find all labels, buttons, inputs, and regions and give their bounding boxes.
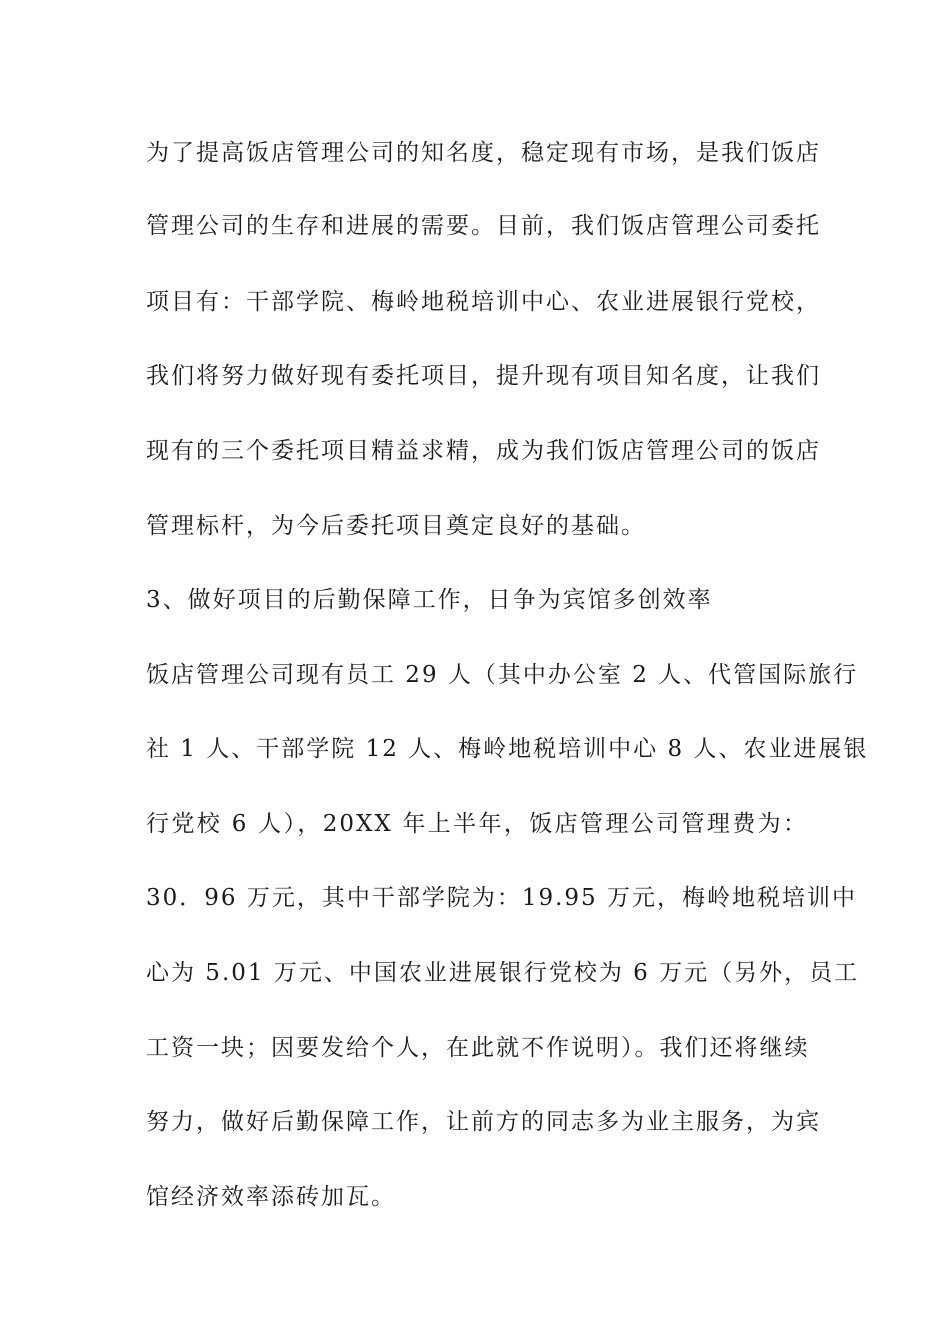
text-line: 工资一块；因要发给个人，在此就不作说明）。我们还将继续 bbox=[146, 1035, 810, 1061]
text-line: 管理标杆，为今后委托项目奠定良好的基础。 bbox=[146, 513, 646, 539]
text-line: 现有的三个委托项目精益求精，成为我们饭店管理公司的饭店 bbox=[146, 438, 821, 464]
text-line: 30．96 万元，其中干部学院为：19.95 万元，梅岭地税培训中 bbox=[146, 885, 857, 911]
text-line: 努力，做好后勤保障工作，让前方的同志多为业主服务，为宾 bbox=[146, 1109, 821, 1135]
text-line: 饭店管理公司现有员工 29 人（其中办公室 2 人、代管国际旅行 bbox=[146, 662, 859, 688]
text-line: 心为 5.01 万元、中国农业进展银行党校为 6 万元（另外，员工 bbox=[146, 960, 860, 986]
text-line: 管理公司的生存和进展的需要。目前，我们饭店管理公司委托 bbox=[146, 213, 821, 239]
text-line: 馆经济效率添砖加瓦。 bbox=[146, 1184, 396, 1210]
text-line: 社 1 人、干部学院 12 人、梅岭地税培训中心 8 人、农业进展银 bbox=[146, 736, 869, 762]
text-line: 行党校 6 人），20XX 年上半年，饭店管理公司管理费为： bbox=[146, 811, 808, 837]
text-line: 我们将努力做好现有委托项目，提升现有项目知名度，让我们 bbox=[146, 363, 821, 389]
text-line: 项目有：干部学院、梅岭地税培训中心、农业进展银行党校， bbox=[146, 289, 821, 315]
text-line: 为了提高饭店管理公司的知名度，稳定现有市场，是我们饭店 bbox=[146, 140, 821, 166]
section-heading: 3、做好项目的后勤保障工作，日争为宾馆多创效率 bbox=[146, 587, 713, 613]
